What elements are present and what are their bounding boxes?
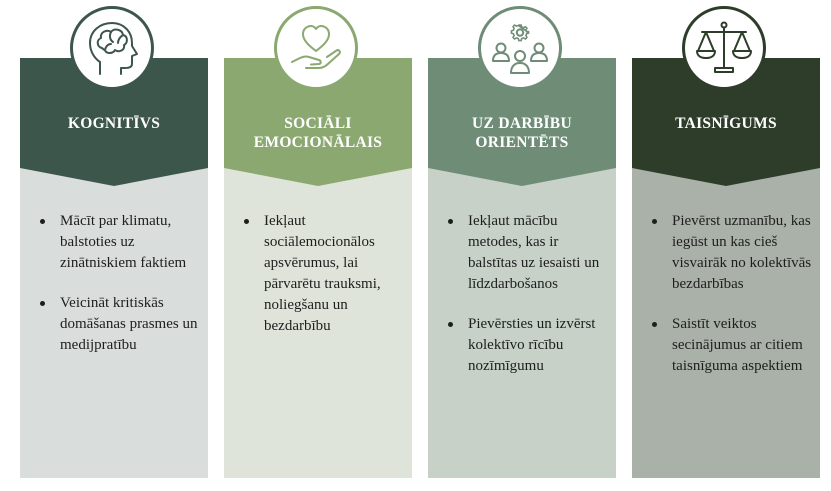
bullet-item: Mācīt par klimatu, balstoties uz zinātniskiem faktiem (38, 211, 203, 274)
column-uz-darbibu-orientets (428, 0, 616, 478)
bullet-item: Pievērsties un izvērst kolektīvo rīcību nozīmīgumu (446, 314, 611, 377)
bullet-list (650, 211, 815, 396)
head-brain-icon (82, 18, 142, 78)
bullet-item: Saistīt veiktos secinājumus ar citiem taisnīguma aspektiem (650, 314, 815, 377)
column-title: KOGNITĪVS (67, 115, 161, 132)
bullet-item: Pievērst uzmanību, kas iegūst un kas cieš visvairāk no kolektīvās bezdarbības (650, 211, 815, 295)
column-title: UZ DARBĪBU ORIENTĒTS (472, 115, 572, 151)
icon-circle (682, 6, 766, 90)
icon-circle (70, 6, 154, 90)
team-gear-icon (490, 18, 550, 78)
column-taisnigums (632, 0, 820, 478)
bullet-item: Iekļaut mācību metodes, kas ir balstītas uz iesaisti un līdzdarbošanos (446, 211, 611, 295)
bullet-list (446, 211, 611, 396)
heart-in-hand-icon (286, 18, 346, 78)
bullet-item: Iekļaut sociālemocionālos apsvērumus, lai pārvarētu trauksmi, noliegšanu un bezdarbību (242, 211, 407, 337)
column-socialemocionalais (224, 0, 412, 478)
bullet-list (242, 211, 407, 356)
column-title: SOCIĀLI EMOCIONĀLAIS (253, 115, 383, 151)
scales-icon (694, 18, 754, 78)
bullet-list (38, 211, 203, 375)
bullet-item: Veicināt kritiskās domāšanas prasmes un medijpratību (38, 293, 203, 356)
icon-circle (274, 6, 358, 90)
column-kognitivs (20, 0, 208, 478)
icon-circle (478, 6, 562, 90)
column-title: TAISNĪGUMS (675, 115, 777, 132)
